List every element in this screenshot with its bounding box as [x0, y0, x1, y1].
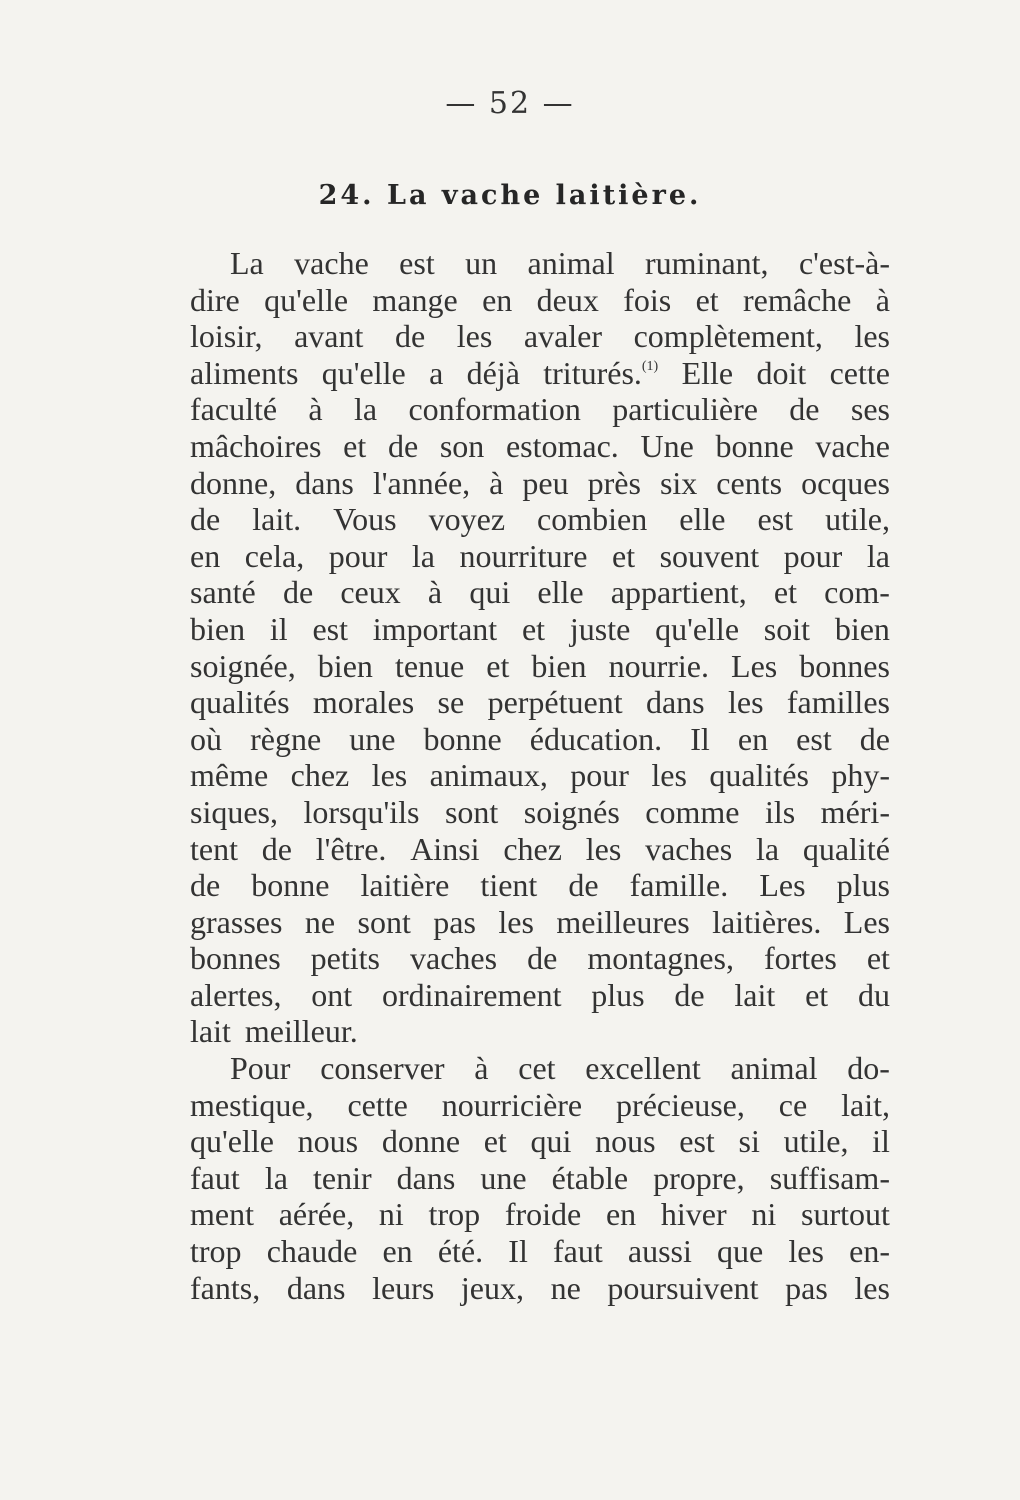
word: fortes	[763, 940, 837, 977]
text-line	[190, 1087, 890, 1124]
word: et	[866, 940, 890, 977]
word: chaude	[266, 1233, 358, 1270]
word: aussi	[627, 1233, 692, 1270]
text-line	[190, 904, 890, 941]
word: ruminant,	[645, 245, 769, 281]
word: la	[411, 537, 435, 574]
word: et	[695, 281, 719, 318]
word: bonnes	[799, 647, 890, 684]
text-line	[190, 794, 890, 831]
word: estomac.	[505, 427, 619, 464]
word: conserver	[320, 1050, 445, 1087]
text-line	[190, 318, 890, 355]
word: et	[521, 610, 546, 647]
word: faut	[552, 1233, 603, 1270]
word: froide	[504, 1196, 582, 1233]
word: de	[190, 501, 221, 538]
word: Pour	[230, 1050, 291, 1087]
word: suffisam-	[769, 1159, 890, 1196]
word: siques,	[190, 793, 278, 830]
chapter-heading: La vache laitière.	[386, 180, 702, 211]
word: jeux,	[460, 1269, 524, 1306]
word: règne	[250, 720, 322, 757]
word: dans	[645, 684, 705, 721]
text-line	[190, 465, 890, 502]
word: lait,	[841, 1086, 890, 1123]
word: Il	[508, 1233, 528, 1270]
word: méri-	[820, 793, 890, 830]
word: pour	[783, 537, 843, 574]
word: important	[372, 610, 498, 647]
word: cet	[518, 1050, 556, 1087]
chapter-title	[0, 180, 1020, 211]
word: soignés	[523, 793, 620, 830]
word: lait	[190, 1013, 231, 1050]
word: famille.	[629, 867, 729, 904]
word: complètement,	[633, 318, 823, 355]
word: remâche	[743, 281, 852, 318]
word: laitière	[360, 867, 450, 904]
word: elle	[679, 501, 726, 538]
word: près	[587, 464, 641, 501]
word: Une	[640, 427, 694, 464]
word: ses	[850, 391, 890, 428]
text-line-with-footnote	[190, 355, 890, 392]
word: laitières.	[712, 903, 822, 940]
word: triturés.$^{(1)}$	[543, 354, 659, 391]
word: de	[527, 940, 558, 977]
text-line	[190, 977, 890, 1014]
word: les	[651, 757, 687, 794]
word: en	[605, 1196, 637, 1233]
word: à	[427, 574, 443, 611]
word: plus	[591, 976, 645, 1013]
word: il	[269, 610, 288, 647]
word: un	[465, 245, 498, 281]
word: meilleur.	[244, 1013, 358, 1050]
word: il	[872, 1123, 890, 1160]
word: ni	[751, 1196, 777, 1233]
word: nous	[297, 1123, 359, 1160]
word: fois	[623, 281, 672, 318]
word: ont	[311, 976, 353, 1013]
word: la	[264, 1159, 288, 1196]
word: cette	[829, 354, 890, 391]
text-line	[190, 867, 890, 904]
word: tenir	[312, 1159, 372, 1196]
word: une	[349, 720, 396, 757]
word: son	[439, 427, 485, 464]
text-line	[190, 1196, 890, 1233]
word: dire	[190, 281, 240, 318]
word: bien	[834, 610, 890, 647]
word: qui	[530, 1123, 572, 1160]
word: dans	[295, 464, 354, 501]
word: été.	[437, 1233, 484, 1270]
word: Ainsi	[410, 830, 480, 867]
word: tenue	[394, 647, 465, 684]
text-line	[190, 831, 890, 868]
word: pas	[433, 903, 476, 940]
word: est	[312, 610, 348, 647]
word: loisir,	[190, 318, 263, 355]
word: donne	[381, 1123, 461, 1160]
word: sont	[357, 903, 411, 940]
word: du	[857, 976, 890, 1013]
word: comme	[645, 793, 740, 830]
word: perpétuent	[487, 684, 623, 721]
word: mange	[372, 281, 458, 318]
word: les	[498, 903, 534, 940]
word: et	[483, 1123, 507, 1160]
word: montagnes,	[587, 940, 734, 977]
word: pour	[570, 757, 629, 794]
word: de	[282, 574, 314, 611]
word: lorsqu'ils	[303, 793, 420, 830]
word: ni	[378, 1196, 404, 1233]
word: trop	[190, 1233, 242, 1270]
word: six	[659, 464, 698, 501]
word: nourricière	[441, 1086, 583, 1123]
word: Il	[690, 720, 710, 757]
word: chez	[503, 830, 562, 867]
word: où	[190, 720, 222, 757]
word: alertes,	[190, 976, 282, 1013]
word: précieuse,	[616, 1086, 745, 1123]
word: ne	[550, 1269, 581, 1306]
word: pour	[328, 537, 388, 574]
word: La	[230, 245, 264, 281]
word: conformation	[408, 391, 581, 428]
word: particulière	[612, 391, 758, 428]
word: excellent	[585, 1050, 701, 1087]
word: faculté	[190, 391, 278, 428]
word: dans	[396, 1159, 456, 1196]
word: qualités	[709, 757, 809, 794]
word: vaches	[645, 830, 733, 867]
word: ceux	[340, 574, 401, 611]
text-line	[190, 1233, 890, 1270]
word: ordinairement	[381, 976, 562, 1013]
word: lait.	[252, 501, 302, 538]
word: est	[399, 245, 435, 281]
word: se	[437, 684, 465, 721]
word: les	[788, 1233, 824, 1270]
word: déjà	[466, 354, 520, 391]
word: Elle	[681, 354, 734, 391]
word: juste	[569, 610, 631, 647]
word: aliments	[190, 354, 299, 391]
word: de	[789, 391, 820, 428]
word: petits	[310, 940, 380, 977]
text-line	[190, 611, 890, 648]
word: trop	[428, 1196, 481, 1233]
word: l'année,	[372, 464, 471, 501]
word: santé	[190, 574, 256, 611]
word: une	[480, 1159, 527, 1196]
word: de	[261, 830, 292, 867]
word: souvent	[659, 537, 760, 574]
word: les	[854, 1269, 890, 1306]
word: appartient,	[610, 574, 747, 611]
word: et	[773, 574, 797, 611]
word: pas	[785, 1269, 828, 1306]
word: ocques	[801, 464, 890, 501]
text-line	[190, 940, 890, 977]
word: avaler	[523, 318, 603, 355]
word: en-	[849, 1233, 890, 1270]
word: et	[343, 427, 367, 464]
word: et	[486, 647, 510, 684]
word: familles	[786, 684, 890, 721]
word: grasses	[190, 903, 283, 940]
word: ment	[190, 1196, 254, 1233]
word: propre,	[653, 1159, 745, 1196]
word: en	[190, 537, 221, 574]
word: utile,	[783, 1123, 849, 1160]
word: utile,	[825, 501, 890, 538]
word: qualité	[802, 830, 890, 867]
word: elle	[537, 574, 584, 611]
text-line	[190, 648, 890, 685]
word: qu'elle	[655, 610, 740, 647]
word: morales	[312, 684, 415, 721]
word: à	[474, 1050, 489, 1087]
text-line	[190, 1013, 890, 1050]
word: combien	[537, 501, 648, 538]
text-line	[190, 501, 890, 538]
word: donne,	[190, 464, 277, 501]
word: lait	[734, 976, 776, 1013]
text-line	[190, 1050, 890, 1087]
word: soignée,	[190, 647, 296, 684]
word: tient	[480, 867, 538, 904]
word: Les	[843, 903, 890, 940]
word: peu	[522, 464, 569, 501]
word: avant	[294, 318, 364, 355]
footnote-marker: (1)	[641, 358, 659, 374]
word: tent	[190, 830, 238, 867]
word: vache	[815, 427, 890, 464]
word: vaches	[410, 940, 498, 977]
word: la	[755, 830, 780, 867]
word: en	[737, 720, 769, 757]
word: ne	[304, 903, 336, 940]
word: qu'elle	[264, 281, 349, 318]
word: cette	[347, 1086, 408, 1123]
word: vache	[294, 245, 369, 281]
word: l'être.	[315, 830, 387, 867]
word: qualités	[190, 684, 290, 721]
text-line	[190, 574, 890, 611]
word: cela,	[244, 537, 305, 574]
word: faut	[190, 1159, 240, 1196]
text-line	[190, 428, 890, 465]
word: les	[585, 830, 622, 867]
word: si	[738, 1123, 760, 1160]
word: de	[859, 720, 890, 757]
word: à	[875, 281, 890, 318]
word: soit	[763, 610, 811, 647]
word: la	[354, 391, 378, 428]
word: aérée,	[278, 1196, 355, 1233]
body-text	[190, 245, 890, 1306]
word: chez	[290, 757, 350, 794]
word: sont	[444, 793, 499, 830]
word: à	[489, 464, 504, 501]
word: de	[394, 318, 426, 355]
word: éducation.	[529, 720, 663, 757]
text-line	[190, 245, 890, 282]
word: bonne	[423, 720, 502, 757]
word: de	[190, 867, 221, 904]
word: la	[866, 537, 890, 574]
word: poursuivent	[607, 1269, 759, 1306]
word: nous	[595, 1123, 656, 1160]
text-line	[190, 1160, 890, 1197]
word: de	[674, 976, 705, 1013]
text-line	[190, 282, 890, 319]
text-line	[190, 684, 890, 721]
word: hiver	[660, 1196, 727, 1233]
word: Les	[731, 647, 778, 684]
word: bien	[531, 647, 587, 684]
word: bonnes	[190, 940, 281, 977]
word: animal	[527, 245, 615, 281]
word: en	[482, 281, 513, 318]
word: étable	[551, 1159, 629, 1196]
word: a	[429, 354, 444, 391]
word: même	[190, 757, 269, 794]
word: doit	[756, 354, 807, 391]
chapter-number: 24.	[318, 180, 375, 211]
word: Les	[759, 867, 806, 904]
text-line	[190, 1123, 890, 1160]
word: fants,	[190, 1269, 261, 1306]
word: ce	[778, 1086, 808, 1123]
word: les	[371, 757, 408, 794]
word: animaux,	[429, 757, 548, 794]
word: surtout	[801, 1196, 890, 1233]
word: c'est-à-	[798, 245, 890, 281]
text-line	[190, 391, 890, 428]
word: qu'elle	[190, 1123, 274, 1160]
word: mâchoires	[190, 427, 322, 464]
word: ils	[764, 793, 796, 830]
word: leurs	[372, 1269, 435, 1306]
word: dans	[286, 1269, 346, 1306]
word: en	[382, 1233, 413, 1270]
word: les	[854, 318, 890, 355]
word: animal	[730, 1050, 818, 1087]
word: et	[805, 976, 829, 1013]
word: bien	[317, 647, 373, 684]
word: qu'elle	[321, 354, 406, 391]
text-line	[190, 721, 890, 758]
word: meilleures	[556, 903, 690, 940]
word: est	[796, 720, 832, 757]
word: com-	[824, 574, 890, 611]
word: mestique,	[190, 1086, 314, 1123]
word: de	[568, 867, 599, 904]
text-line	[190, 538, 890, 575]
word: les	[456, 318, 493, 355]
word: Vous	[333, 501, 397, 538]
word: bonne	[251, 867, 330, 904]
word: est	[757, 501, 794, 538]
word: phy-	[831, 757, 890, 794]
page-number: — 52 —	[445, 86, 575, 121]
word: à	[308, 391, 323, 428]
word: et	[611, 537, 636, 574]
word: do-	[847, 1050, 890, 1087]
text-line	[190, 1270, 890, 1307]
word: deux	[536, 281, 599, 318]
word: voyez	[428, 501, 506, 538]
word: bonne	[715, 427, 794, 464]
word: que	[717, 1233, 764, 1270]
text-line	[190, 757, 890, 794]
word: bien	[190, 610, 246, 647]
word: qui	[469, 574, 511, 611]
word: les	[727, 684, 764, 721]
word: nourriture	[459, 537, 588, 574]
word: plus	[836, 867, 890, 904]
word: de	[387, 427, 419, 464]
word: nourrie.	[608, 647, 709, 684]
word: cents	[716, 464, 783, 501]
word: est	[679, 1123, 715, 1160]
